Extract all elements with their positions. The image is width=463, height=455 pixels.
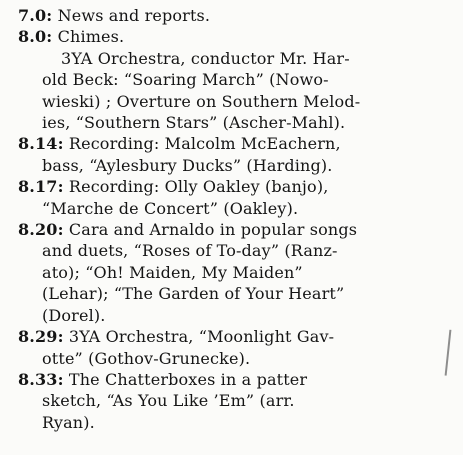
entry-text: Cara and Arnaldo in popular songs	[68, 220, 358, 240]
entry-line: bass, “Aylesbury Ducks” (Harding).	[42, 155, 333, 175]
entry-line: 3YA Orchestra, conductor Mr. Har-	[61, 48, 350, 68]
entry-line: ies, “Southern Stars” (Ascher-Mahl).	[42, 113, 346, 133]
entry-line	[18, 26, 448, 47]
entry-text: Recording: Malcolm McEachern,	[68, 134, 341, 154]
entry-time: 8.33:	[18, 369, 64, 389]
entry-time: 8.20:	[18, 220, 64, 240]
entry-line: (Dorel).	[42, 305, 106, 325]
entry-line	[18, 369, 448, 390]
entry-text: News and reports.	[57, 6, 211, 25]
entry-time: 8.29:	[18, 327, 64, 347]
entry-line	[18, 5, 448, 26]
entry-text: 3YA Orchestra, “Moonlight Gav-	[68, 327, 335, 347]
entry-time: 8.17:	[18, 177, 64, 197]
entry-line: wieski) ; Overture on Southern Melod-	[42, 91, 361, 111]
program-entry	[18, 219, 448, 326]
entry-text: Recording: Olly Oakley (banjo),	[68, 177, 329, 197]
entry-line: “Marche de Concert” (Oakley).	[42, 198, 299, 218]
entry-line: sketch, “As You Like ’Em” (arr.	[42, 391, 295, 411]
program-entry	[18, 26, 448, 133]
program-entry	[18, 176, 448, 219]
entry-time: 8.14:	[18, 134, 64, 154]
entry-text: The Chatterboxes in a patter	[68, 369, 308, 389]
entry-line	[18, 219, 448, 240]
entry-line: ato); “Oh! Maiden, My Maiden”	[42, 262, 303, 282]
program-entry	[18, 5, 448, 26]
entry-time: 7.0:	[18, 6, 53, 25]
entry-line	[18, 326, 448, 347]
entry-line: old Beck: “Soaring March” (Nowo-	[42, 70, 329, 90]
entry-line	[18, 133, 448, 154]
radio-program-listing	[18, 5, 448, 433]
program-entry	[18, 369, 448, 433]
entry-line: (Lehar); “The Garden of Your Heart”	[42, 284, 345, 304]
entry-line	[18, 176, 448, 197]
entry-line: otte” (Gothov-Grunecke).	[42, 348, 251, 368]
program-entry	[18, 133, 448, 176]
entry-text: Chimes.	[57, 27, 125, 47]
program-entry	[18, 326, 448, 369]
entry-line: Ryan).	[42, 412, 95, 432]
entry-time: 8.0:	[18, 27, 53, 47]
entry-line: and duets, “Roses of To-day” (Ranz-	[42, 241, 338, 261]
